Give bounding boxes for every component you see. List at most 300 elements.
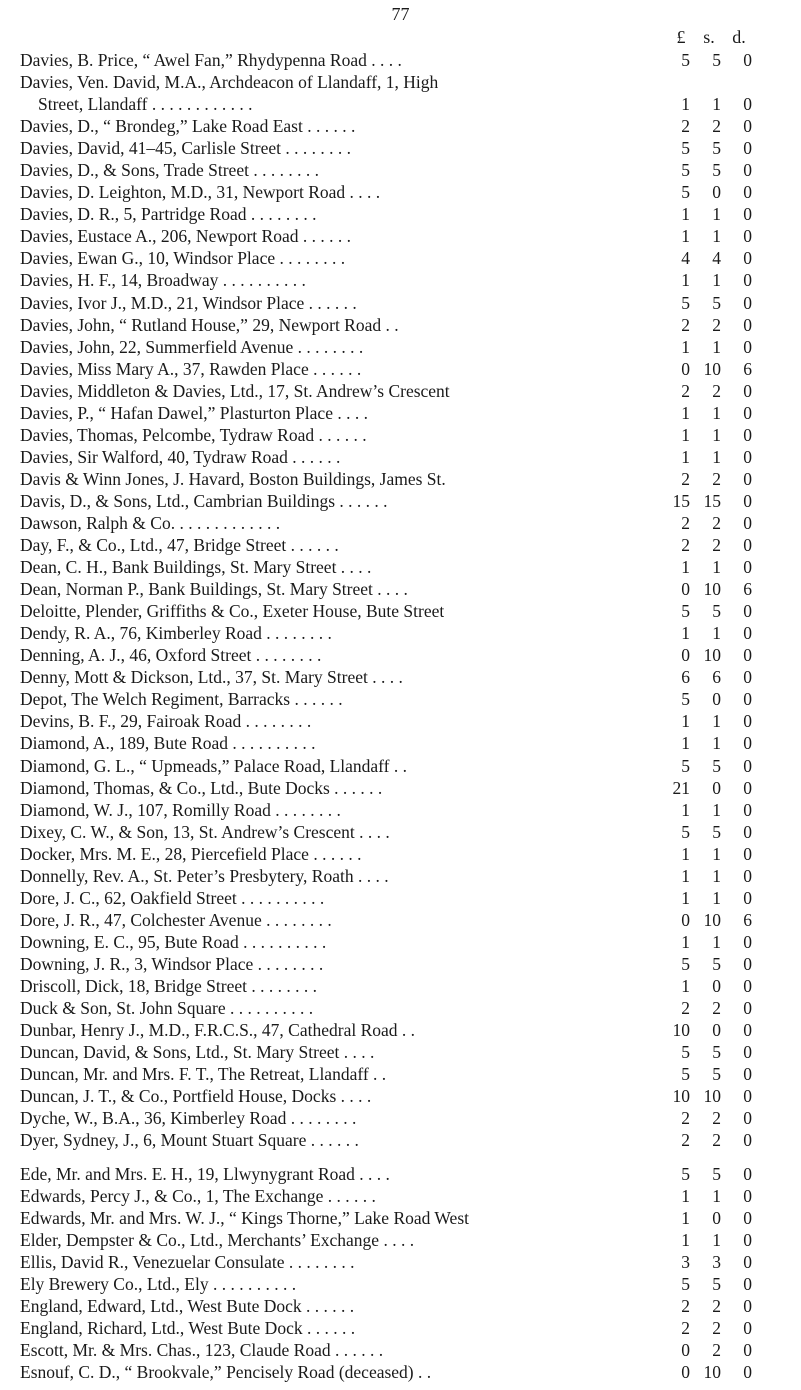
subscriber-name: Dean, Norman P., Bank Buildings, St. Mary Street . . . .	[20, 579, 408, 600]
list-entry	[0, 534, 801, 556]
subscriber-name: Driscoll, Dick, 18, Bridge Street . . . . . . . .	[20, 975, 317, 996]
subscriber-name: Devins, B. F., 29, Fairoak Road . . . . . . . .	[20, 711, 312, 732]
subscriber-list-e	[0, 1163, 801, 1383]
amount-pounds: 5	[681, 953, 690, 974]
list-entry	[0, 909, 801, 931]
list-entry	[0, 578, 801, 600]
amount-pounds: 1	[681, 270, 690, 291]
amount-shillings: 0	[712, 1208, 721, 1229]
amount-shillings: 2	[712, 1130, 721, 1151]
list-entry	[0, 710, 801, 732]
subscriber-name: Dixey, C. W., & Son, 13, St. Andrew’s Crescent . . . .	[20, 821, 390, 842]
amount-pence: 0	[743, 204, 752, 225]
subscriber-name: Davies, Eustace A., 206, Newport Road . . . . . .	[20, 226, 351, 247]
list-entry	[0, 269, 801, 291]
amount-pence: 0	[743, 557, 752, 578]
list-entry	[0, 556, 801, 578]
amount-pounds: 2	[681, 314, 690, 335]
amount-pounds: 1	[681, 1230, 690, 1251]
list-entry	[0, 1339, 801, 1361]
subscriber-name: Donnelly, Rev. A., St. Peter’s Presbytery, Roath . . . .	[20, 865, 389, 886]
amount-shillings: 1	[712, 733, 721, 754]
amount-pence: 0	[743, 777, 752, 798]
subscriber-name: Street, Llandaff . . . . . . . . . . . .	[38, 94, 253, 115]
subscriber-list-d	[0, 49, 801, 1151]
subscriber-name: Edwards, Percy J., & Co., 1, The Exchange . . . . . .	[20, 1186, 376, 1207]
amount-pounds: 1	[681, 733, 690, 754]
amount-pounds: 1	[681, 623, 690, 644]
list-entry	[0, 843, 801, 865]
subscriber-name: Davis, D., & Sons, Ltd., Cambrian Buildings . . . . . .	[20, 490, 388, 511]
amount-pence: 6	[743, 909, 752, 930]
amount-pence: 0	[743, 953, 752, 974]
subscriber-name: Davies, D. R., 5, Partridge Road . . . . . . . .	[20, 204, 317, 225]
amount-pence: 0	[743, 1340, 752, 1361]
amount-pence: 0	[743, 270, 752, 291]
amount-shillings: 2	[712, 1318, 721, 1339]
list-entry	[0, 821, 801, 843]
amount-shillings: 1	[712, 711, 721, 732]
amount-pounds: 2	[681, 1108, 690, 1129]
amount-pounds: 1	[681, 557, 690, 578]
list-entry	[0, 93, 801, 115]
amount-pence: 0	[743, 821, 752, 842]
subscriber-name: Dendy, R. A., 76, Kimberley Road . . . . . . . .	[20, 623, 332, 644]
amount-pounds: 6	[681, 667, 690, 688]
list-entry	[0, 49, 801, 71]
amount-pence: 0	[743, 94, 752, 115]
subscriber-name: Downing, E. C., 95, Bute Road . . . . . . . . . .	[20, 931, 327, 952]
amount-pounds: 1	[681, 204, 690, 225]
amount-shillings: 5	[712, 1042, 721, 1063]
amount-pence: 0	[743, 931, 752, 952]
amount-pence: 0	[743, 799, 752, 820]
subscriber-name: Davies, John, 22, Summerfield Avenue . . . . . . . .	[20, 336, 364, 357]
amount-pounds: 5	[681, 601, 690, 622]
amount-pence: 0	[743, 182, 752, 203]
list-entry	[0, 887, 801, 909]
list-entry	[0, 600, 801, 622]
list-entry	[0, 688, 801, 710]
subscriber-name: Ely Brewery Co., Ltd., Ely . . . . . . . . . .	[20, 1274, 297, 1295]
amount-pounds: 1	[681, 446, 690, 467]
amount-shillings: 2	[712, 1108, 721, 1129]
list-entry	[0, 402, 801, 424]
amount-pence: 0	[743, 1230, 752, 1251]
amount-pence: 0	[743, 865, 752, 886]
list-entry	[0, 490, 801, 512]
amount-shillings: 0	[712, 1020, 721, 1041]
subscriber-name: Downing, J. R., 3, Windsor Place . . . . . . . .	[20, 953, 324, 974]
amount-shillings: 5	[712, 1274, 721, 1295]
amount-pence: 0	[743, 689, 752, 710]
amount-pence: 0	[743, 1362, 752, 1383]
subscriber-name: Diamond, Thomas, & Co., Ltd., Bute Docks . . . . . .	[20, 777, 383, 798]
amount-pounds: 15	[672, 490, 690, 511]
subscriber-name: Deloitte, Plender, Griffiths & Co., Exeter House, Bute Street	[20, 601, 445, 622]
list-entry	[0, 755, 801, 777]
amount-pounds: 5	[681, 821, 690, 842]
amount-pence: 0	[743, 711, 752, 732]
amount-pounds: 0	[681, 909, 690, 930]
list-entry	[0, 1019, 801, 1041]
amount-shillings: 5	[712, 755, 721, 776]
list-entry	[0, 777, 801, 799]
amount-pounds: 1	[681, 799, 690, 820]
amount-pounds: 2	[681, 1296, 690, 1317]
amount-shillings: 1	[712, 1186, 721, 1207]
subscriber-name: Davies, Ven. David, M.A., Archdeacon of Llandaff, 1, High	[20, 72, 439, 93]
amount-pence: 0	[743, 1020, 752, 1041]
amount-pence: 0	[743, 248, 752, 269]
amount-shillings: 2	[712, 116, 721, 137]
list-entry	[0, 1129, 801, 1151]
list-entry	[0, 1041, 801, 1063]
amount-pounds: 2	[681, 1130, 690, 1151]
amount-shillings: 1	[712, 424, 721, 445]
list-entry	[0, 1295, 801, 1317]
amount-pence: 0	[743, 1130, 752, 1151]
subscriber-name: Duncan, J. T., & Co., Portfield House, Docks . . . .	[20, 1086, 372, 1107]
list-entry	[0, 865, 801, 887]
subscriber-name: Duncan, David, & Sons, Ltd., St. Mary Street . . . .	[20, 1042, 375, 1063]
subscriber-name: Duncan, Mr. and Mrs. F. T., The Retreat, Llandaff . .	[20, 1064, 387, 1085]
amount-shillings: 1	[712, 865, 721, 886]
list-entry	[0, 931, 801, 953]
subscriber-name: Edwards, Mr. and Mrs. W. J., “ Kings Thorne,” Lake Road West	[20, 1208, 469, 1229]
amount-pence: 0	[743, 314, 752, 335]
subscriber-name: Davies, Thomas, Pelcombe, Tydraw Road . . . . . .	[20, 424, 367, 445]
amount-pence: 0	[743, 998, 752, 1019]
subscriber-name: Davies, D., & Sons, Trade Street . . . . . . . .	[20, 160, 319, 181]
list-entry	[0, 1273, 801, 1295]
amount-shillings: 10	[703, 358, 721, 379]
subscriber-name: Day, F., & Co., Ltd., 47, Bridge Street . . . . . .	[20, 535, 339, 556]
subscriber-name: Dawson, Ralph & Co. . . . . . . . . . . . .	[20, 512, 281, 533]
list-entry	[0, 137, 801, 159]
list-entry	[0, 292, 801, 314]
amount-shillings: 2	[712, 314, 721, 335]
amount-pence: 6	[743, 579, 752, 600]
pounds-header: £	[676, 27, 686, 47]
amount-pence: 0	[743, 160, 752, 181]
amount-pence: 0	[743, 1296, 752, 1317]
subscriber-name: England, Richard, Ltd., West Bute Dock . . . . . .	[20, 1318, 356, 1339]
amount-shillings: 10	[703, 1086, 721, 1107]
amount-pence: 0	[743, 645, 752, 666]
amount-pounds: 3	[681, 1252, 690, 1273]
amount-shillings: 10	[703, 645, 721, 666]
list-entry	[0, 666, 801, 688]
list-entry	[0, 1163, 801, 1185]
amount-pence: 0	[743, 1086, 752, 1107]
amount-pence: 0	[743, 490, 752, 511]
subscriber-name: Davies, D. Leighton, M.D., 31, Newport Road . . . .	[20, 182, 381, 203]
subscriber-name: Davies, H. F., 14, Broadway . . . . . . . . . .	[20, 270, 306, 291]
amount-pounds: 5	[681, 50, 690, 70]
amount-pounds: 5	[681, 182, 690, 203]
list-entry	[0, 1185, 801, 1207]
subscriber-name: Depot, The Welch Regiment, Barracks . . . . . .	[20, 689, 343, 710]
list-entry	[0, 446, 801, 468]
amount-pounds: 0	[681, 358, 690, 379]
subscriber-name: Ellis, David R., Venezuelar Consulate . . . . . . . .	[20, 1252, 355, 1273]
list-entry	[0, 1085, 801, 1107]
list-entry	[0, 1107, 801, 1129]
amount-shillings: 5	[712, 1164, 721, 1184]
list-entry	[0, 424, 801, 446]
list-entry	[0, 997, 801, 1019]
amount-pounds: 5	[681, 292, 690, 313]
amount-shillings: 5	[712, 160, 721, 181]
amount-pounds: 1	[681, 975, 690, 996]
list-entry	[0, 1251, 801, 1273]
amount-pounds: 2	[681, 512, 690, 533]
amount-pounds: 5	[681, 1064, 690, 1085]
amount-pence: 0	[743, 446, 752, 467]
subscriber-name: Davies, Ewan G., 10, Windsor Place . . . . . . . .	[20, 248, 346, 269]
list-entry	[0, 115, 801, 137]
amount-shillings: 1	[712, 843, 721, 864]
amount-pence: 0	[743, 535, 752, 556]
amount-shillings: 1	[712, 1230, 721, 1251]
amount-pence: 0	[743, 733, 752, 754]
list-entry	[0, 380, 801, 402]
amount-pounds: 0	[681, 645, 690, 666]
amount-pounds: 5	[681, 1274, 690, 1295]
subscriber-name: Davies, D., “ Brondeg,” Lake Road East . . . . . .	[20, 116, 356, 137]
subscriber-name: Ede, Mr. and Mrs. E. H., 19, Llwynygrant Road . . . .	[20, 1164, 390, 1184]
subscriber-name: Duck & Son, St. John Square . . . . . . . . . .	[20, 998, 314, 1019]
list-entry	[0, 203, 801, 225]
amount-shillings: 5	[712, 50, 721, 70]
amount-shillings: 6	[712, 667, 721, 688]
subscriber-name: Docker, Mrs. M. E., 28, Piercefield Place . . . . . .	[20, 843, 362, 864]
subscriber-name: Dore, J. C., 62, Oakfield Street . . . . . . . . . .	[20, 887, 325, 908]
amount-shillings: 5	[712, 601, 721, 622]
amount-pounds: 1	[681, 424, 690, 445]
amount-pence: 0	[743, 975, 752, 996]
amount-shillings: 2	[712, 380, 721, 401]
currency-header	[0, 27, 801, 51]
amount-shillings: 1	[712, 226, 721, 247]
amount-pounds: 2	[681, 998, 690, 1019]
amount-shillings: 1	[712, 402, 721, 423]
amount-pounds: 1	[681, 865, 690, 886]
list-entry	[0, 181, 801, 203]
subscriber-name: Dore, J. R., 47, Colchester Avenue . . . . . . . .	[20, 909, 332, 930]
amount-pounds: 1	[681, 1208, 690, 1229]
amount-pence: 0	[743, 1164, 752, 1184]
amount-pounds: 5	[681, 755, 690, 776]
amount-pounds: 5	[681, 138, 690, 159]
amount-pounds: 10	[672, 1086, 690, 1107]
list-entry	[0, 1361, 801, 1383]
subscriber-name: Denning, A. J., 46, Oxford Street . . . . . . . .	[20, 645, 322, 666]
amount-pence: 0	[743, 380, 752, 401]
amount-shillings: 2	[712, 998, 721, 1019]
subscriber-name: Diamond, W. J., 107, Romilly Road . . . . . . . .	[20, 799, 341, 820]
amount-pence: 0	[743, 1108, 752, 1129]
amount-shillings: 2	[712, 535, 721, 556]
amount-pounds: 21	[672, 777, 690, 798]
subscriber-name: Davies, Sir Walford, 40, Tydraw Road . . . . . .	[20, 446, 341, 467]
list-entry	[0, 732, 801, 754]
list-entry	[0, 622, 801, 644]
amount-shillings: 1	[712, 887, 721, 908]
subscriber-name: Dean, C. H., Bank Buildings, St. Mary Street . . . .	[20, 557, 372, 578]
amount-pounds: 1	[681, 931, 690, 952]
amount-shillings: 4	[712, 248, 721, 269]
subscriber-name: Dunbar, Henry J., M.D., F.R.C.S., 47, Cathedral Road . .	[20, 1020, 416, 1041]
amount-shillings: 15	[703, 490, 721, 511]
amount-pounds: 4	[681, 248, 690, 269]
amount-pence: 0	[743, 667, 752, 688]
amount-shillings: 10	[703, 909, 721, 930]
list-entry	[0, 358, 801, 380]
amount-shillings: 5	[712, 953, 721, 974]
amount-pence: 0	[743, 50, 752, 70]
list-entry	[0, 644, 801, 666]
amount-pounds: 1	[681, 887, 690, 908]
amount-pence: 0	[743, 1252, 752, 1273]
amount-pounds: 5	[681, 1042, 690, 1063]
amount-shillings: 1	[712, 799, 721, 820]
amount-shillings: 10	[703, 1362, 721, 1383]
amount-shillings: 10	[703, 579, 721, 600]
subscriber-name: Denny, Mott & Dickson, Ltd., 37, St. Mary Street . . . .	[20, 667, 403, 688]
amount-pence: 0	[743, 1274, 752, 1295]
list-entry	[0, 314, 801, 336]
subscriber-name: Davies, John, “ Rutland House,” 29, Newport Road . .	[20, 314, 399, 335]
amount-pence: 0	[743, 138, 752, 159]
amount-pounds: 2	[681, 1318, 690, 1339]
list-entry	[0, 512, 801, 534]
list-entry	[0, 975, 801, 997]
amount-pounds: 10	[672, 1020, 690, 1041]
amount-pence: 0	[743, 887, 752, 908]
list-entry	[0, 953, 801, 975]
amount-shillings: 2	[712, 1340, 721, 1361]
subscriber-name: Davies, Middleton & Davies, Ltd., 17, St. Andrew’s Crescent	[20, 380, 450, 401]
subscriber-name: Escott, Mr. & Mrs. Chas., 123, Claude Road . . . . . .	[20, 1340, 384, 1361]
amount-pence: 0	[743, 1064, 752, 1085]
amount-pence: 0	[743, 468, 752, 489]
amount-pounds: 5	[681, 160, 690, 181]
amount-pence: 0	[743, 1186, 752, 1207]
amount-pounds: 1	[681, 711, 690, 732]
amount-pounds: 1	[681, 94, 690, 115]
subscriber-name: Elder, Dempster & Co., Ltd., Merchants’ Exchange . . . .	[20, 1230, 415, 1251]
amount-pounds: 2	[681, 116, 690, 137]
subscriber-name: Dyche, W., B.A., 36, Kimberley Road . . . . . . . .	[20, 1108, 357, 1129]
subscriber-name: Davis & Winn Jones, J. Havard, Boston Buildings, James St.	[20, 468, 446, 489]
amount-pence: 0	[743, 512, 752, 533]
amount-pence: 0	[743, 843, 752, 864]
amount-shillings: 3	[712, 1252, 721, 1273]
amount-pence: 0	[743, 623, 752, 644]
subscriber-name: Davies, B. Price, “ Awel Fan,” Rhydypenna Road . . . .	[20, 50, 402, 70]
amount-shillings: 1	[712, 204, 721, 225]
list-entry	[0, 225, 801, 247]
amount-pounds: 2	[681, 535, 690, 556]
subscriber-name: Davies, Miss Mary A., 37, Rawden Place . . . . . .	[20, 358, 362, 379]
amount-pence: 0	[743, 116, 752, 137]
amount-pence: 6	[743, 358, 752, 379]
amount-shillings: 0	[712, 777, 721, 798]
list-entry	[0, 1063, 801, 1085]
amount-pounds: 1	[681, 843, 690, 864]
list-entry	[0, 159, 801, 181]
amount-shillings: 1	[712, 94, 721, 115]
subscriber-name: Davies, P., “ Hafan Dawel,” Plasturton Place . . . .	[20, 402, 368, 423]
amount-pounds: 0	[681, 1362, 690, 1383]
shillings-header: s.	[703, 27, 715, 47]
subscriber-name: Esnouf, C. D., “ Brookvale,” Pencisely Road (deceased) . .	[20, 1362, 432, 1383]
amount-pence: 0	[743, 601, 752, 622]
amount-shillings: 1	[712, 336, 721, 357]
amount-pounds: 5	[681, 1164, 690, 1184]
amount-pence: 0	[743, 1208, 752, 1229]
list-entry	[0, 799, 801, 821]
list-entry	[0, 336, 801, 358]
amount-shillings: 1	[712, 623, 721, 644]
subscriber-name: Diamond, G. L., “ Upmeads,” Palace Road, Llandaff . .	[20, 755, 407, 776]
amount-pence: 0	[743, 1318, 752, 1339]
amount-pence: 0	[743, 755, 752, 776]
amount-pounds: 2	[681, 380, 690, 401]
list-entry	[0, 1317, 801, 1339]
amount-pounds: 0	[681, 579, 690, 600]
amount-shillings: 5	[712, 1064, 721, 1085]
amount-pounds: 2	[681, 468, 690, 489]
amount-shillings: 2	[712, 1296, 721, 1317]
amount-pence: 0	[743, 336, 752, 357]
amount-pence: 0	[743, 424, 752, 445]
amount-pounds: 1	[681, 402, 690, 423]
amount-shillings: 5	[712, 292, 721, 313]
page-number: 77	[391, 4, 410, 24]
list-entry	[0, 1207, 801, 1229]
list-entry	[0, 468, 801, 490]
amount-shillings: 0	[712, 975, 721, 996]
subscriber-name: Diamond, A., 189, Bute Road . . . . . . . . . .	[20, 733, 316, 754]
subscriber-name: Dyer, Sydney, J., 6, Mount Stuart Square . . . . . .	[20, 1130, 359, 1151]
amount-pence: 0	[743, 226, 752, 247]
amount-shillings: 5	[712, 821, 721, 842]
amount-pounds: 0	[681, 1340, 690, 1361]
amount-shillings: 2	[712, 512, 721, 533]
amount-shillings: 1	[712, 270, 721, 291]
amount-shillings: 2	[712, 468, 721, 489]
amount-pence: 0	[743, 1042, 752, 1063]
amount-pounds: 1	[681, 1186, 690, 1207]
amount-pence: 0	[743, 292, 752, 313]
subscriber-name: England, Edward, Ltd., West Bute Dock . . . . . .	[20, 1296, 355, 1317]
amount-shillings: 0	[712, 182, 721, 203]
subscriber-name: Davies, Ivor J., M.D., 21, Windsor Place . . . . . .	[20, 292, 357, 313]
subscriber-name: Davies, David, 41–45, Carlisle Street . . . . . . . .	[20, 138, 351, 159]
pence-header: d.	[732, 27, 746, 47]
amount-pounds: 5	[681, 689, 690, 710]
list-entry	[0, 247, 801, 269]
amount-shillings: 1	[712, 557, 721, 578]
list-entry	[0, 71, 801, 93]
amount-shillings: 1	[712, 446, 721, 467]
amount-shillings: 5	[712, 138, 721, 159]
list-entry	[0, 1229, 801, 1251]
amount-pounds: 1	[681, 336, 690, 357]
